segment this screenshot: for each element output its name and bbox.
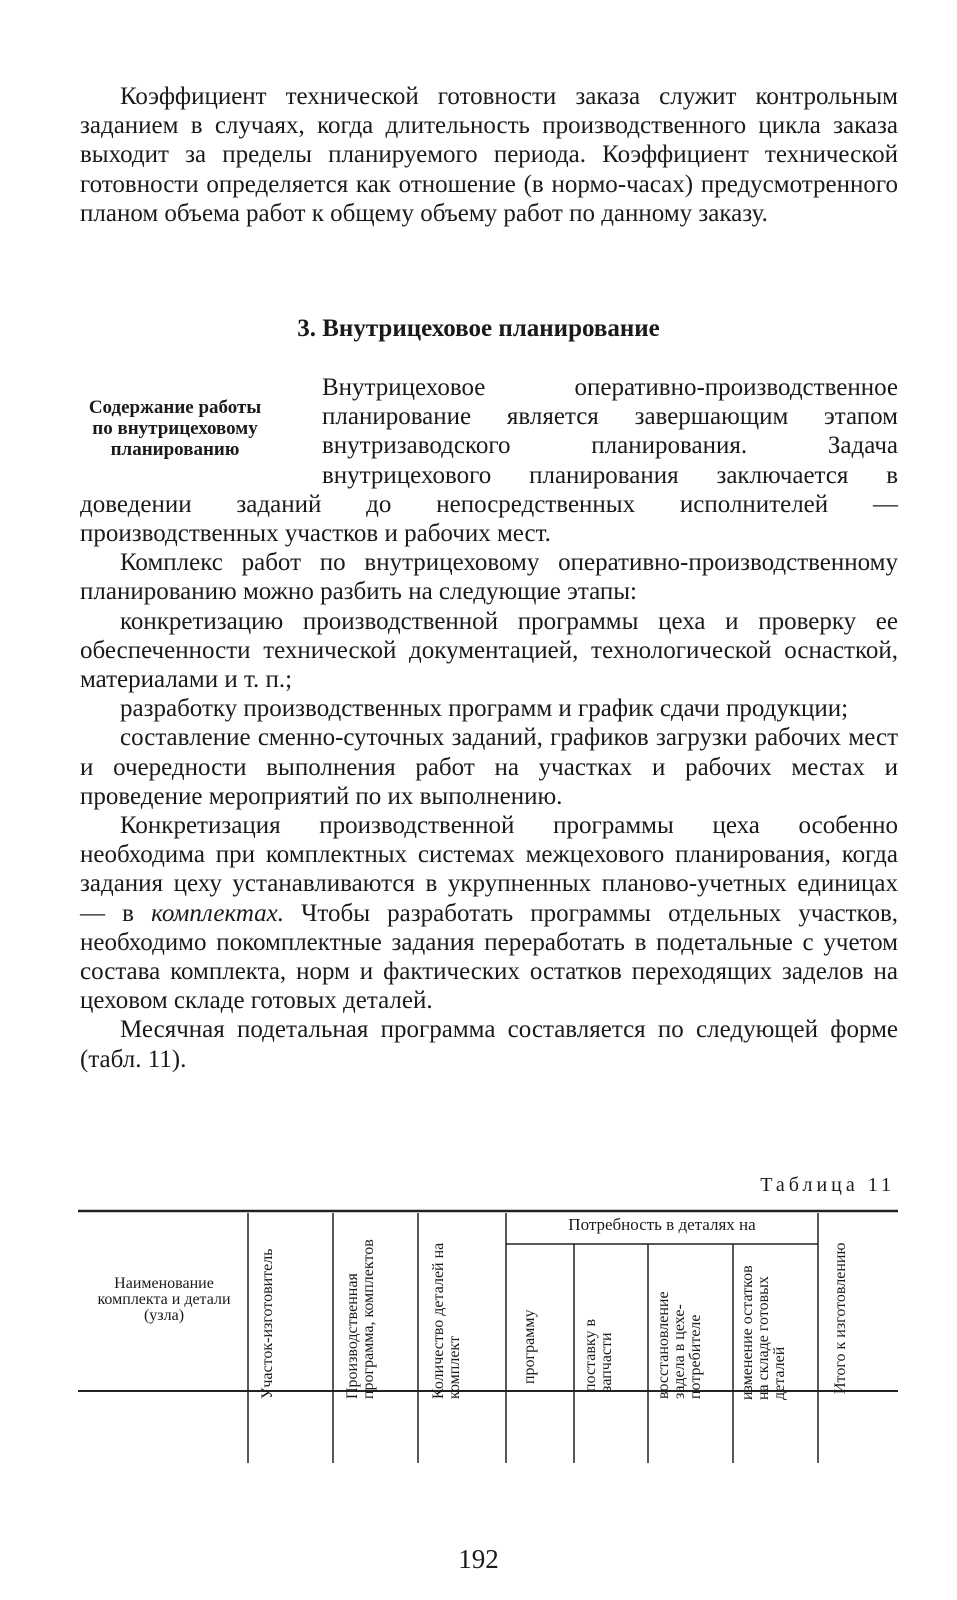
margin-note: [50, 397, 300, 460]
header-sub-spares: поставку в запчасти: [582, 1318, 615, 1392]
margin-note-line-3: планированию: [110, 439, 240, 460]
margin-note-line-1: Содержание работы: [88, 397, 262, 418]
stage-2: разработку производственных программ и график сдачи продукции;: [120, 695, 849, 723]
intro-text: Коэффициент технической готовности заказа служит контрольным заданием в случаях, когда длительность производственного цикла заказа выходит за пределы планируемого периода. Коэффициент технической готовности определяется как отношение (в нормо-часах) предусмотренного планом объема работ к общему объему работ по данному заказу.: [80, 83, 898, 227]
section-heading: 3. Внутрицеховое планирование: [297, 315, 660, 342]
header-demand-group: Потребность в деталях на: [568, 1215, 756, 1234]
header-name: Наименование комплекта и детали (узла): [97, 1275, 231, 1324]
section-body: [80, 373, 898, 1074]
header-sub-restore: восстановление задела в цехе-потребителе: [655, 1291, 704, 1399]
paragraph-4: Месячная подетальная программа составляется по следующей форме (табл. 11).: [80, 1016, 898, 1073]
intro-paragraph: [80, 82, 898, 228]
header-workshop: Участок-изготовитель: [259, 1248, 276, 1399]
header-program: Производственная программа, комплектов: [344, 1239, 377, 1399]
paragraph-3-part-a: Конкретизация производственной программы цеха особенно необходима при комплектных системах межцехового планирования, когда задания цеху устанавливаются в укрупненных планово-учетных единицах — в: [80, 812, 898, 927]
header-sub-change: изменение остатков на складе готовых деталей: [739, 1265, 788, 1400]
table-11: [78, 1208, 898, 1468]
table-caption: Таблица 11: [760, 1174, 895, 1196]
paragraph-2: Комплекс работ по внутрицеховому оперативно-производственному планированию можно разбить на следующие этапы:: [80, 549, 898, 606]
paragraph-1: Внутрицеховое оперативно-производственное планирование является завершающим этапом внутризаводского планирования. Задача внутрицехового планирования заключается в доведении заданий до непосредственных исполнителей — производственных участков и рабочих мест.: [80, 374, 898, 548]
header-total: Итого к изготовлению: [832, 1242, 849, 1394]
margin-note-line-2: по внутрицеховому: [92, 418, 258, 439]
paragraph-3-part-b: Чтобы разработать программы отдельных участков, необходимо покомплектные задания переработать в подетальные с учетом состава комплекта, норм и фактических остатков переходящих заделов на цеховом складе готовых деталей.: [80, 899, 898, 1015]
page-number: 192: [458, 1544, 499, 1574]
header-quantity: Количество деталей на комплект: [430, 1242, 463, 1399]
stage-3: составление сменно-суточных заданий, графиков загрузки рабочих мест и очередности выполнения работ на участках и рабочих местах и проведение мероприятий по их выполнению.: [80, 724, 898, 810]
stage-1: конкретизацию производственной программы цеха и проверку ее обеспеченности технической документацией, технологической оснасткой, материалами и т. п.;: [80, 607, 898, 694]
paragraph-3-emphasis: комплектах.: [151, 899, 285, 927]
paragraph-3: [80, 811, 898, 1015]
header-sub-program: программу: [521, 1309, 538, 1384]
